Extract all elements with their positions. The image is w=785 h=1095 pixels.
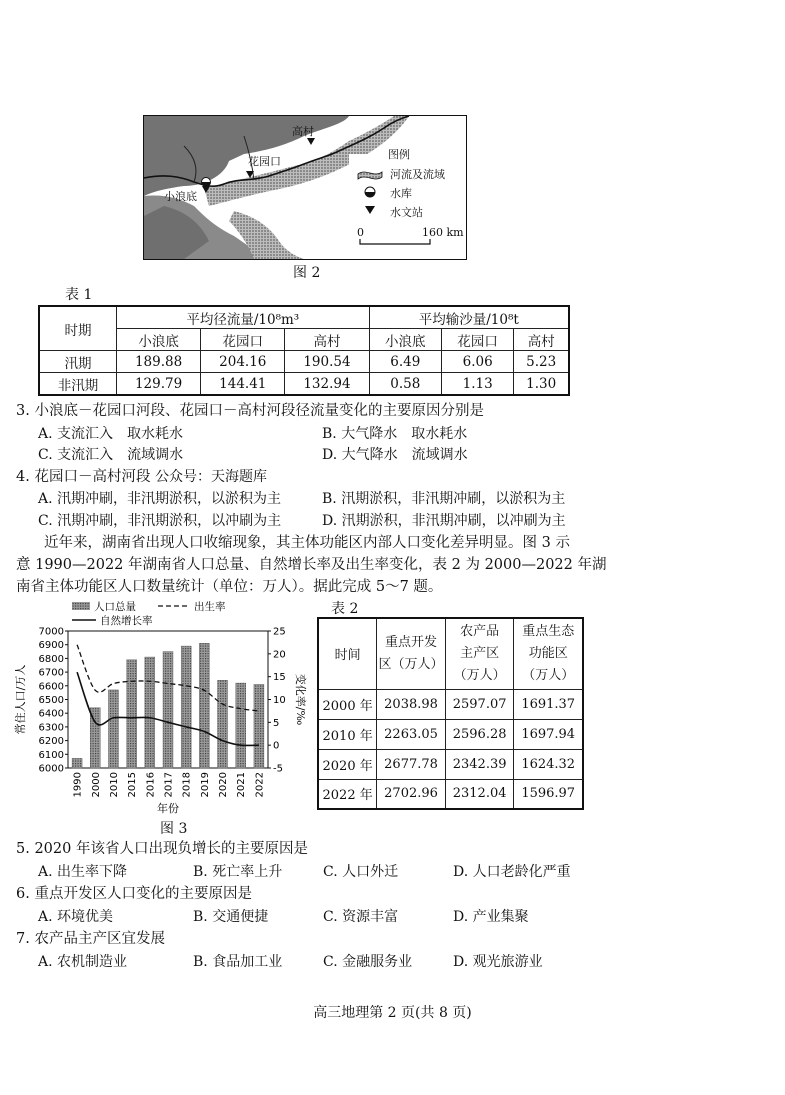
q7-option-b: B. 食品加工业: [193, 954, 283, 970]
t2-header-text: 重点开发: [385, 634, 438, 650]
cell: 1.30: [514, 373, 569, 396]
y-right-tick-label: 0: [273, 740, 280, 752]
q6-option-a: A. 环境优美: [38, 909, 114, 925]
y-left-tick-label: 6900: [38, 640, 64, 652]
label-gaocun: 高村: [292, 125, 314, 138]
cell: 2596.28: [445, 719, 514, 749]
q7-stem: 7. 农产品主产区宜发展: [16, 931, 165, 947]
bar-population: [199, 643, 209, 768]
legend-bar-swatch: [72, 602, 90, 610]
legend-river-label: 河流及流域: [390, 168, 445, 181]
y-left-tick-label: 6100: [38, 749, 64, 761]
figure-2-caption: 图 2: [293, 265, 321, 281]
bar-population: [127, 660, 137, 768]
cell: 144.41: [201, 373, 285, 396]
t2-header-text: 时间: [334, 648, 361, 664]
t2-header-eco: [514, 618, 583, 689]
cell: 6.06: [441, 351, 513, 373]
cell: 2342.39: [445, 749, 514, 779]
y-right-tick-label: 15: [273, 672, 286, 684]
q6-option-d: D. 产业集聚: [453, 909, 529, 925]
intro-line-2: 意 1990—2022 年湖南省人口总量、自然增长率及出生率变化，表 2 为 2000—2022 年湖: [16, 557, 607, 573]
x-tick-label: 2019: [199, 772, 211, 798]
cell: 204.16: [201, 351, 285, 373]
legend-population-label: 人口总量: [94, 601, 136, 613]
y-right-tick-label: 25: [273, 626, 286, 638]
q4-option-c: C. 汛期冲刷，非汛期淤积，以冲刷为主: [38, 513, 282, 529]
q6-option-b: B. 交通便捷: [193, 909, 269, 925]
y-right-tick-label: 10: [273, 695, 286, 706]
table-2-label: 表 2: [331, 601, 359, 617]
bar-population: [236, 683, 246, 768]
x-tick-label: 2021: [236, 772, 248, 798]
cell: 1596.97: [514, 779, 583, 809]
q4-option-a: A. 汛期冲刷，非汛期淤积，以淤积为主: [38, 491, 282, 507]
x-tick-label: 2020: [218, 772, 230, 798]
station-header: 高村: [514, 329, 569, 351]
cell: 2263.05: [377, 719, 446, 749]
y-left-axis-label: 常住人口/万人: [14, 664, 27, 735]
t2-header-text: 功能区: [528, 645, 568, 661]
y-left-tick-label: 6800: [38, 653, 64, 665]
cell: 2597.07: [445, 689, 514, 719]
t2-header-agri: [445, 618, 514, 689]
cell: 6.49: [369, 351, 441, 373]
station-icon-gaocun: [307, 138, 315, 145]
table-row: [318, 749, 583, 779]
cell: 2022 年: [318, 779, 377, 809]
q3-option-b: B. 大气降水 取水耗水: [322, 426, 468, 442]
legend-birth-label: 出生率: [194, 601, 226, 613]
legend-title: 图例: [388, 148, 410, 161]
legend-natural-label: 自然增长率: [100, 615, 153, 627]
q3-stem: 3. 小浪底－花园口河段、花园口－高村河段径流量变化的主要原因分别是: [16, 403, 484, 419]
cell: 2010 年: [318, 719, 377, 749]
cell: 2677.78: [377, 749, 446, 779]
table-row: [39, 351, 569, 373]
t2-header-text: （万人）: [453, 667, 506, 683]
bar-population: [163, 652, 173, 768]
x-tick-label: 2018: [181, 772, 193, 798]
q7-option-a: A. 农机制造业: [38, 954, 128, 970]
y-right-tick-label: -5: [273, 763, 283, 775]
intro-line-1: 近年来，湖南省出现人口收缩现象，其主体功能区内部人口变化差异明显。图 3 示: [44, 535, 570, 551]
t2-header-text: 农产品: [460, 623, 500, 639]
scale-end: 160 km: [422, 226, 464, 239]
q6-option-c: C. 资源丰富: [323, 909, 399, 925]
y-left-tick-label: 6300: [38, 722, 64, 734]
station-header: 花园口: [201, 329, 285, 351]
y-left-tick-label: 6500: [38, 695, 64, 706]
intro-line-3: 南省主体功能区人口数量统计（单位：万人）。据此完成 5～7 题。: [16, 579, 443, 595]
figure-2-map: [143, 115, 467, 260]
table-row: [318, 719, 583, 749]
cell: 2702.96: [377, 779, 446, 809]
cell: 汛期: [39, 351, 117, 373]
cell: 129.79: [117, 373, 201, 396]
x-tick-label: 1990: [72, 772, 84, 798]
legend-station-label: 水文站: [390, 206, 423, 219]
cell: 2000 年: [318, 689, 377, 719]
y-right-axis-label: 变化率/‰: [294, 673, 307, 726]
table-2: [317, 617, 584, 810]
cell: 132.94: [285, 373, 369, 396]
q5-option-d: D. 人口老龄化严重: [453, 864, 571, 880]
x-tick-label: 2010: [108, 772, 120, 798]
header-period: 时期: [39, 306, 117, 351]
y-left-tick-label: 6200: [38, 736, 64, 748]
table-row: [318, 689, 583, 719]
table-row: [39, 373, 569, 396]
cell: 1.13: [441, 373, 513, 396]
cell: 1624.32: [514, 749, 583, 779]
station-header: 高村: [285, 329, 369, 351]
label-huayuankou: 花园口: [248, 155, 281, 168]
t2-header-text: 主产区: [460, 645, 500, 661]
t2-header-text: 重点生态: [522, 623, 575, 639]
bar-population: [254, 684, 264, 768]
station-header: 小浪底: [369, 329, 441, 351]
scale-zero: 0: [357, 226, 364, 239]
x-tick-label: 2016: [145, 772, 157, 798]
x-tick-label: 2000: [90, 772, 102, 798]
q3-option-a: A. 支流汇入 取水耗水: [38, 426, 184, 442]
y-left-tick-label: 6400: [38, 708, 64, 720]
q4-option-b: B. 汛期淤积，非汛期冲刷，以淤积为主: [322, 491, 566, 507]
bar-population: [218, 680, 228, 768]
y-left-tick-label: 6600: [38, 681, 64, 693]
q7-option-c: C. 金融服务业: [323, 954, 413, 970]
t2-header-text: （万人）: [522, 667, 575, 683]
station-header: 小浪底: [117, 329, 201, 351]
cell: 非汛期: [39, 373, 117, 396]
x-tick-label: 2015: [127, 772, 139, 798]
y-right-tick-label: 5: [273, 717, 280, 729]
y-left-tick-label: 7000: [38, 626, 64, 638]
q5-stem: 5. 2020 年该省人口出现负增长的主要原因是: [16, 841, 308, 857]
cell: 2312.04: [445, 779, 514, 809]
cell: 2020 年: [318, 749, 377, 779]
q5-option-a: A. 出生率下降: [38, 864, 128, 880]
header-sediment: 平均输沙量/10⁸t: [369, 306, 569, 329]
cell: 189.88: [117, 351, 201, 373]
bar-population: [181, 646, 191, 768]
q5-option-c: C. 人口外迁: [323, 864, 399, 880]
bar-population: [145, 657, 155, 768]
header-runoff: 平均径流量/10⁸m³: [117, 306, 370, 329]
cell: 5.23: [514, 351, 569, 373]
cell: 2038.98: [377, 689, 446, 719]
cell: 1691.37: [514, 689, 583, 719]
cell: 0.58: [369, 373, 441, 396]
page-footer: 高三地理第 2 页(共 8 页): [313, 1005, 472, 1021]
figure-3-chart: [10, 598, 310, 838]
chart-svg: [10, 598, 310, 838]
q4-stem: 4. 花园口－高村河段: [16, 469, 151, 485]
q3-option-d: D. 大气降水 流域调水: [322, 447, 468, 463]
t2-header-time: [318, 618, 377, 689]
bar-population: [108, 690, 118, 768]
cell: 1697.94: [514, 719, 583, 749]
q4-option-d: D. 汛期淤积，非汛期冲刷，以冲刷为主: [322, 513, 566, 529]
table-1-label: 表 1: [65, 287, 93, 303]
station-header: 花园口: [441, 329, 513, 351]
q7-option-d: D. 观光旅游业: [453, 954, 543, 970]
figure-3-caption: 图 3: [160, 821, 188, 837]
y-left-tick-label: 6000: [38, 763, 64, 775]
x-tick-label: 2017: [163, 772, 175, 798]
bar-population: [72, 758, 82, 768]
t2-header-text: 区（万人）: [378, 656, 444, 672]
legend-reservoir-label: 水库: [390, 187, 412, 200]
x-tick-label: 2022: [254, 772, 266, 798]
q6-stem: 6. 重点开发区人口变化的主要原因是: [16, 886, 252, 902]
table-row: [318, 779, 583, 809]
t2-header-dev: [377, 618, 446, 689]
x-axis-label: 年份: [157, 802, 179, 815]
q4-stem-line: [16, 467, 267, 487]
q3-option-c: C. 支流汇入 流域调水: [38, 447, 184, 463]
watermark-text: 公众号：天海题库: [155, 469, 268, 485]
y-right-tick-label: 20: [273, 649, 286, 661]
y-left-tick-label: 6700: [38, 667, 64, 679]
q5-option-b: B. 死亡率上升: [193, 864, 283, 880]
table-1: [38, 305, 570, 396]
cell: 190.54: [285, 351, 369, 373]
label-xiaolangdi: 小浪底: [164, 190, 197, 203]
